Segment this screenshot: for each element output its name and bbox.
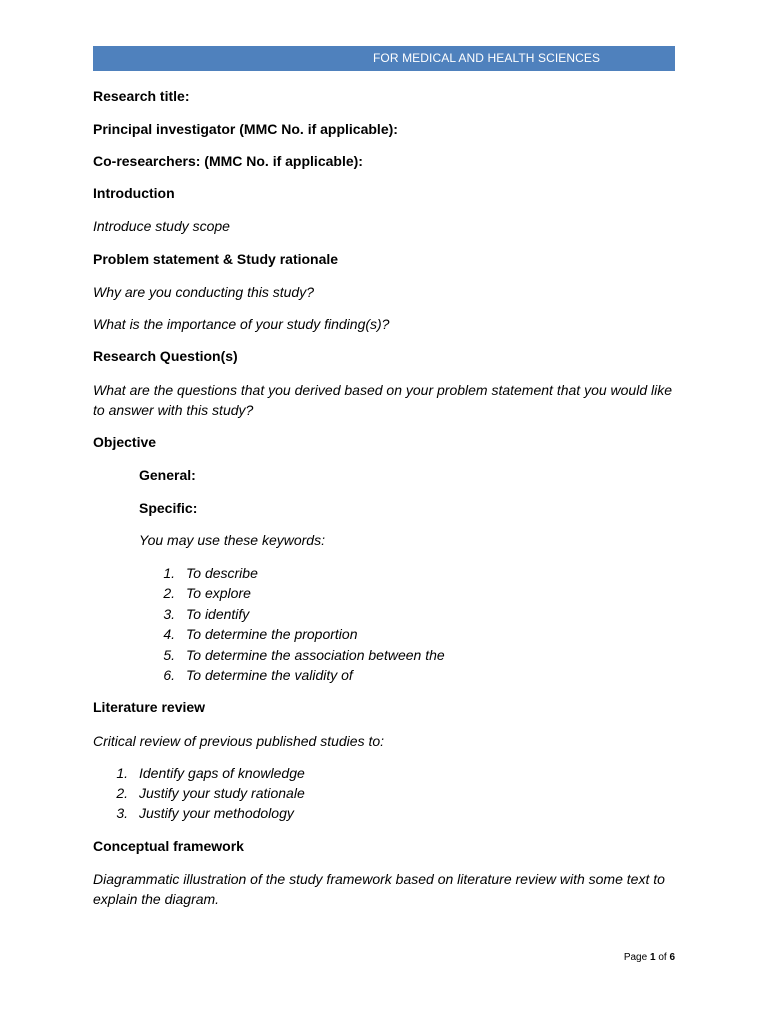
of-label: of xyxy=(658,952,667,963)
list-text: To explore xyxy=(186,585,251,601)
literature-review-heading: Literature review xyxy=(93,699,206,715)
objective-heading: Objective xyxy=(93,434,157,450)
principal-investigator-label: Principal investigator (MMC No. if applicable): xyxy=(93,121,398,137)
list-text: To describe xyxy=(186,565,258,581)
header-banner-text: FOR MEDICAL AND HEALTH SCIENCES xyxy=(373,51,601,65)
list-number: 5. xyxy=(163,647,175,663)
list-text: Justify your study rationale xyxy=(139,785,305,801)
list-number: 2. xyxy=(116,785,128,801)
conceptual-framework-heading: Conceptual framework xyxy=(93,838,244,854)
list-number: 4. xyxy=(163,626,175,642)
co-researchers-label: Co-researchers: (MMC No. if applicable): xyxy=(93,153,363,169)
list-text: To determine the proportion xyxy=(186,626,358,642)
current-page-number: 1 xyxy=(649,952,656,963)
list-number: 2. xyxy=(163,585,175,601)
page-footer xyxy=(624,951,675,965)
list-text: To identify xyxy=(186,606,250,622)
list-text: Justify your methodology xyxy=(139,805,294,821)
objective-specific-label: Specific: xyxy=(139,500,198,516)
research-title-label: Research title: xyxy=(93,88,190,104)
problem-statement-heading: Problem statement & Study rationale xyxy=(93,251,339,267)
total-pages-number: 6 xyxy=(669,952,675,963)
introduction-text: Introduce study scope xyxy=(93,218,230,234)
keywords-intro: You may use these keywords: xyxy=(139,532,325,548)
problem-question-2: What is the importance of your study finding(s)? xyxy=(93,316,390,332)
objective-general-label: General: xyxy=(139,467,196,483)
list-text: To determine the association between the xyxy=(186,647,445,663)
introduction-heading: Introduction xyxy=(93,185,175,201)
page-label: Page xyxy=(623,952,648,963)
list-number: 3. xyxy=(163,606,175,622)
list-number: 3. xyxy=(116,805,128,821)
problem-question-1: Why are you conducting this study? xyxy=(93,284,315,300)
list-number: 6. xyxy=(163,667,175,683)
list-text: Identify gaps of knowledge xyxy=(139,765,305,781)
list-text: To determine the validity of xyxy=(186,667,353,683)
list-number: 1. xyxy=(163,565,175,581)
list-number: 1. xyxy=(116,765,128,781)
conceptual-framework-text: Diagrammatic illustration of the study framework based on literature review with some text to explain the diagram. xyxy=(93,871,665,907)
research-questions-heading: Research Question(s) xyxy=(93,348,238,364)
header-banner xyxy=(93,46,675,71)
literature-review-intro: Critical review of previous published studies to: xyxy=(93,733,385,749)
research-questions-text: What are the questions that you derived based on your problem statement that you would like to answer with this study? xyxy=(93,382,673,418)
